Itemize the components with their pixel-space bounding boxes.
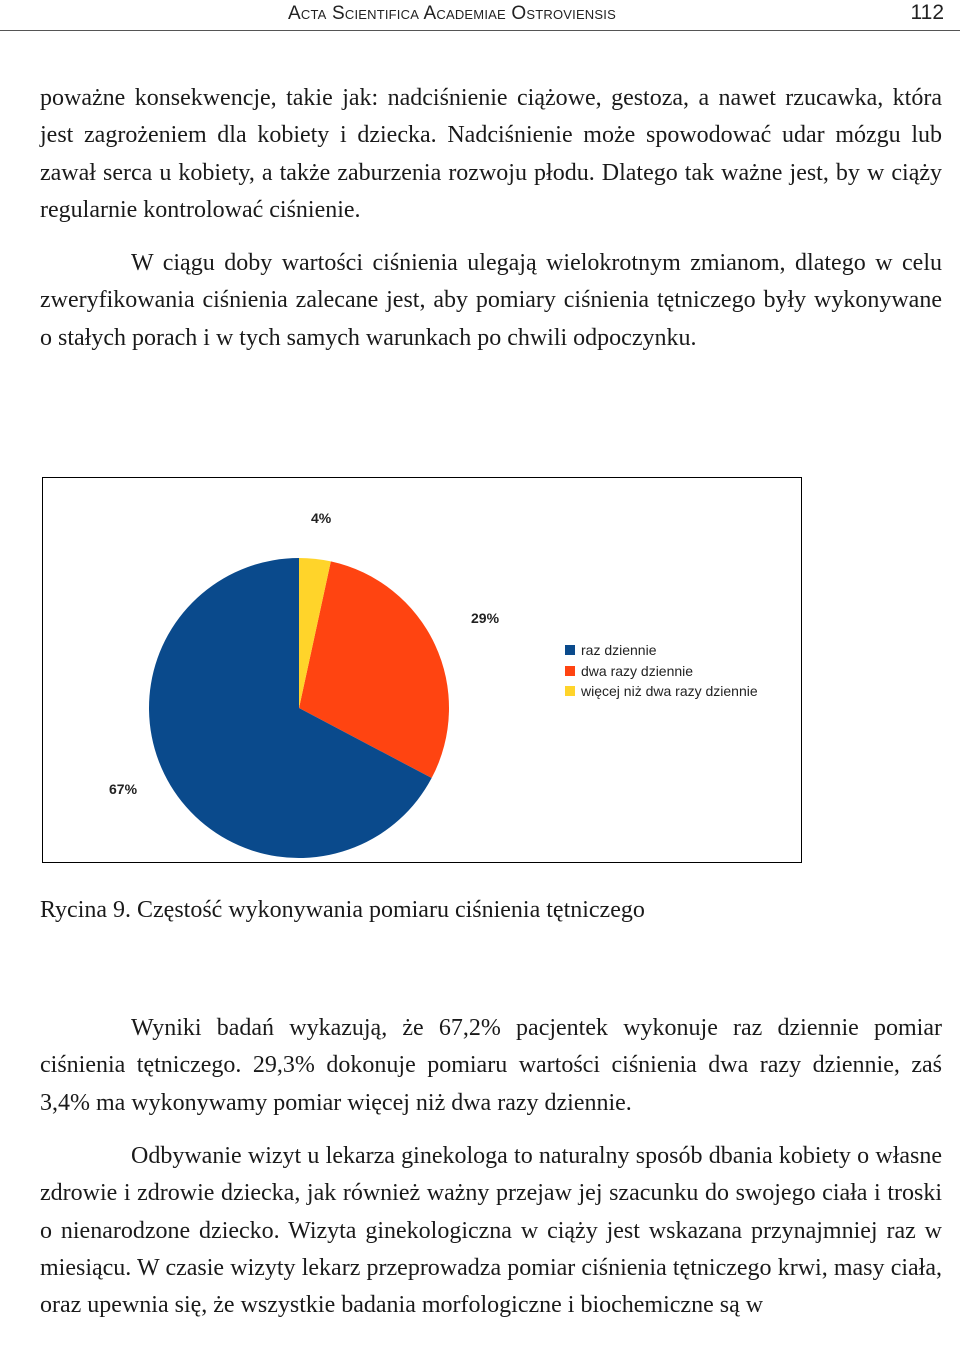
figure-caption: Rycina 9. Częstość wykonywania pomiaru ciśnienia tętniczego [40, 897, 645, 923]
page-number: 112 [910, 1, 944, 24]
slice-label-twice: 29% [471, 610, 500, 626]
legend-item-once [565, 640, 758, 661]
paragraph-2: W ciągu doby wartości ciśnienia ulegają wielokrotnym zmianom, dlatego w celu zweryfikowania ciśnienia zalecane jest, aby pomiary ciśnienia tętniczego były wykonywane o stałych porach i w tych samych warunkach po chwili odpoczynku. [40, 250, 942, 351]
paragraph-1: poważne konsekwencje, takie jak: nadciśnienie ciążowe, gestoza, a nawet rzucawka, która jest zagrożeniem dla kobiety i dziecka. Nadciśnienie może spowodować udar mózgu lub zawał serca u kobiety, a także zaburzenia rozwoju płodu. Dlatego tak ważne jest, by w ciąży regularnie kontrolować ciśnienie. [40, 85, 942, 223]
pie-chart-figure [42, 477, 802, 863]
legend-label: dwa razy dziennie [581, 662, 694, 679]
legend-label: więcej niż dwa razy dziennie [581, 683, 758, 700]
legend-swatch [565, 686, 575, 696]
running-header [0, 0, 960, 31]
legend-swatch [565, 645, 575, 655]
legend-swatch [565, 666, 575, 676]
journal-title: Acta Scientifica Academiae Ostroviensis [288, 3, 616, 24]
legend-label: raz dziennie [581, 642, 657, 659]
legend-item-more [565, 681, 758, 702]
slice-label-more: 4% [311, 510, 332, 526]
paragraph-3: Wyniki badań wykazują, że 67,2% pacjentek wykonuje raz dziennie pomiar ciśnienia tętniczego. 29,3% dokonuje pomiaru wartości ciśnienia dwa razy dziennie, zaś 3,4% ma wykonywamy pomiar więcej niż dwa razy dziennie. [40, 1015, 942, 1116]
chart-legend [565, 640, 758, 702]
slice-label-once: 67% [109, 781, 138, 797]
paragraph-4: Odbywanie wizyt u lekarza ginekologa to naturalny sposób dbania kobiety o własne zdrowie i zdrowie dziecka, jak również ważny przejaw jej szacunku do swojego ciała i troski o nienarodzone dziecko. Wizyta ginekologiczna w ciąży jest wskazana przynajmniej raz w miesiącu. W czasie wizyty lekarz przeprowadza pomiar ciśnienia tętniczego krwi, masy ciała, oraz upewnia się, że wszystkie badania morfologiczne i biochemiczne są w [40, 1143, 942, 1319]
legend-item-twice [565, 661, 758, 682]
